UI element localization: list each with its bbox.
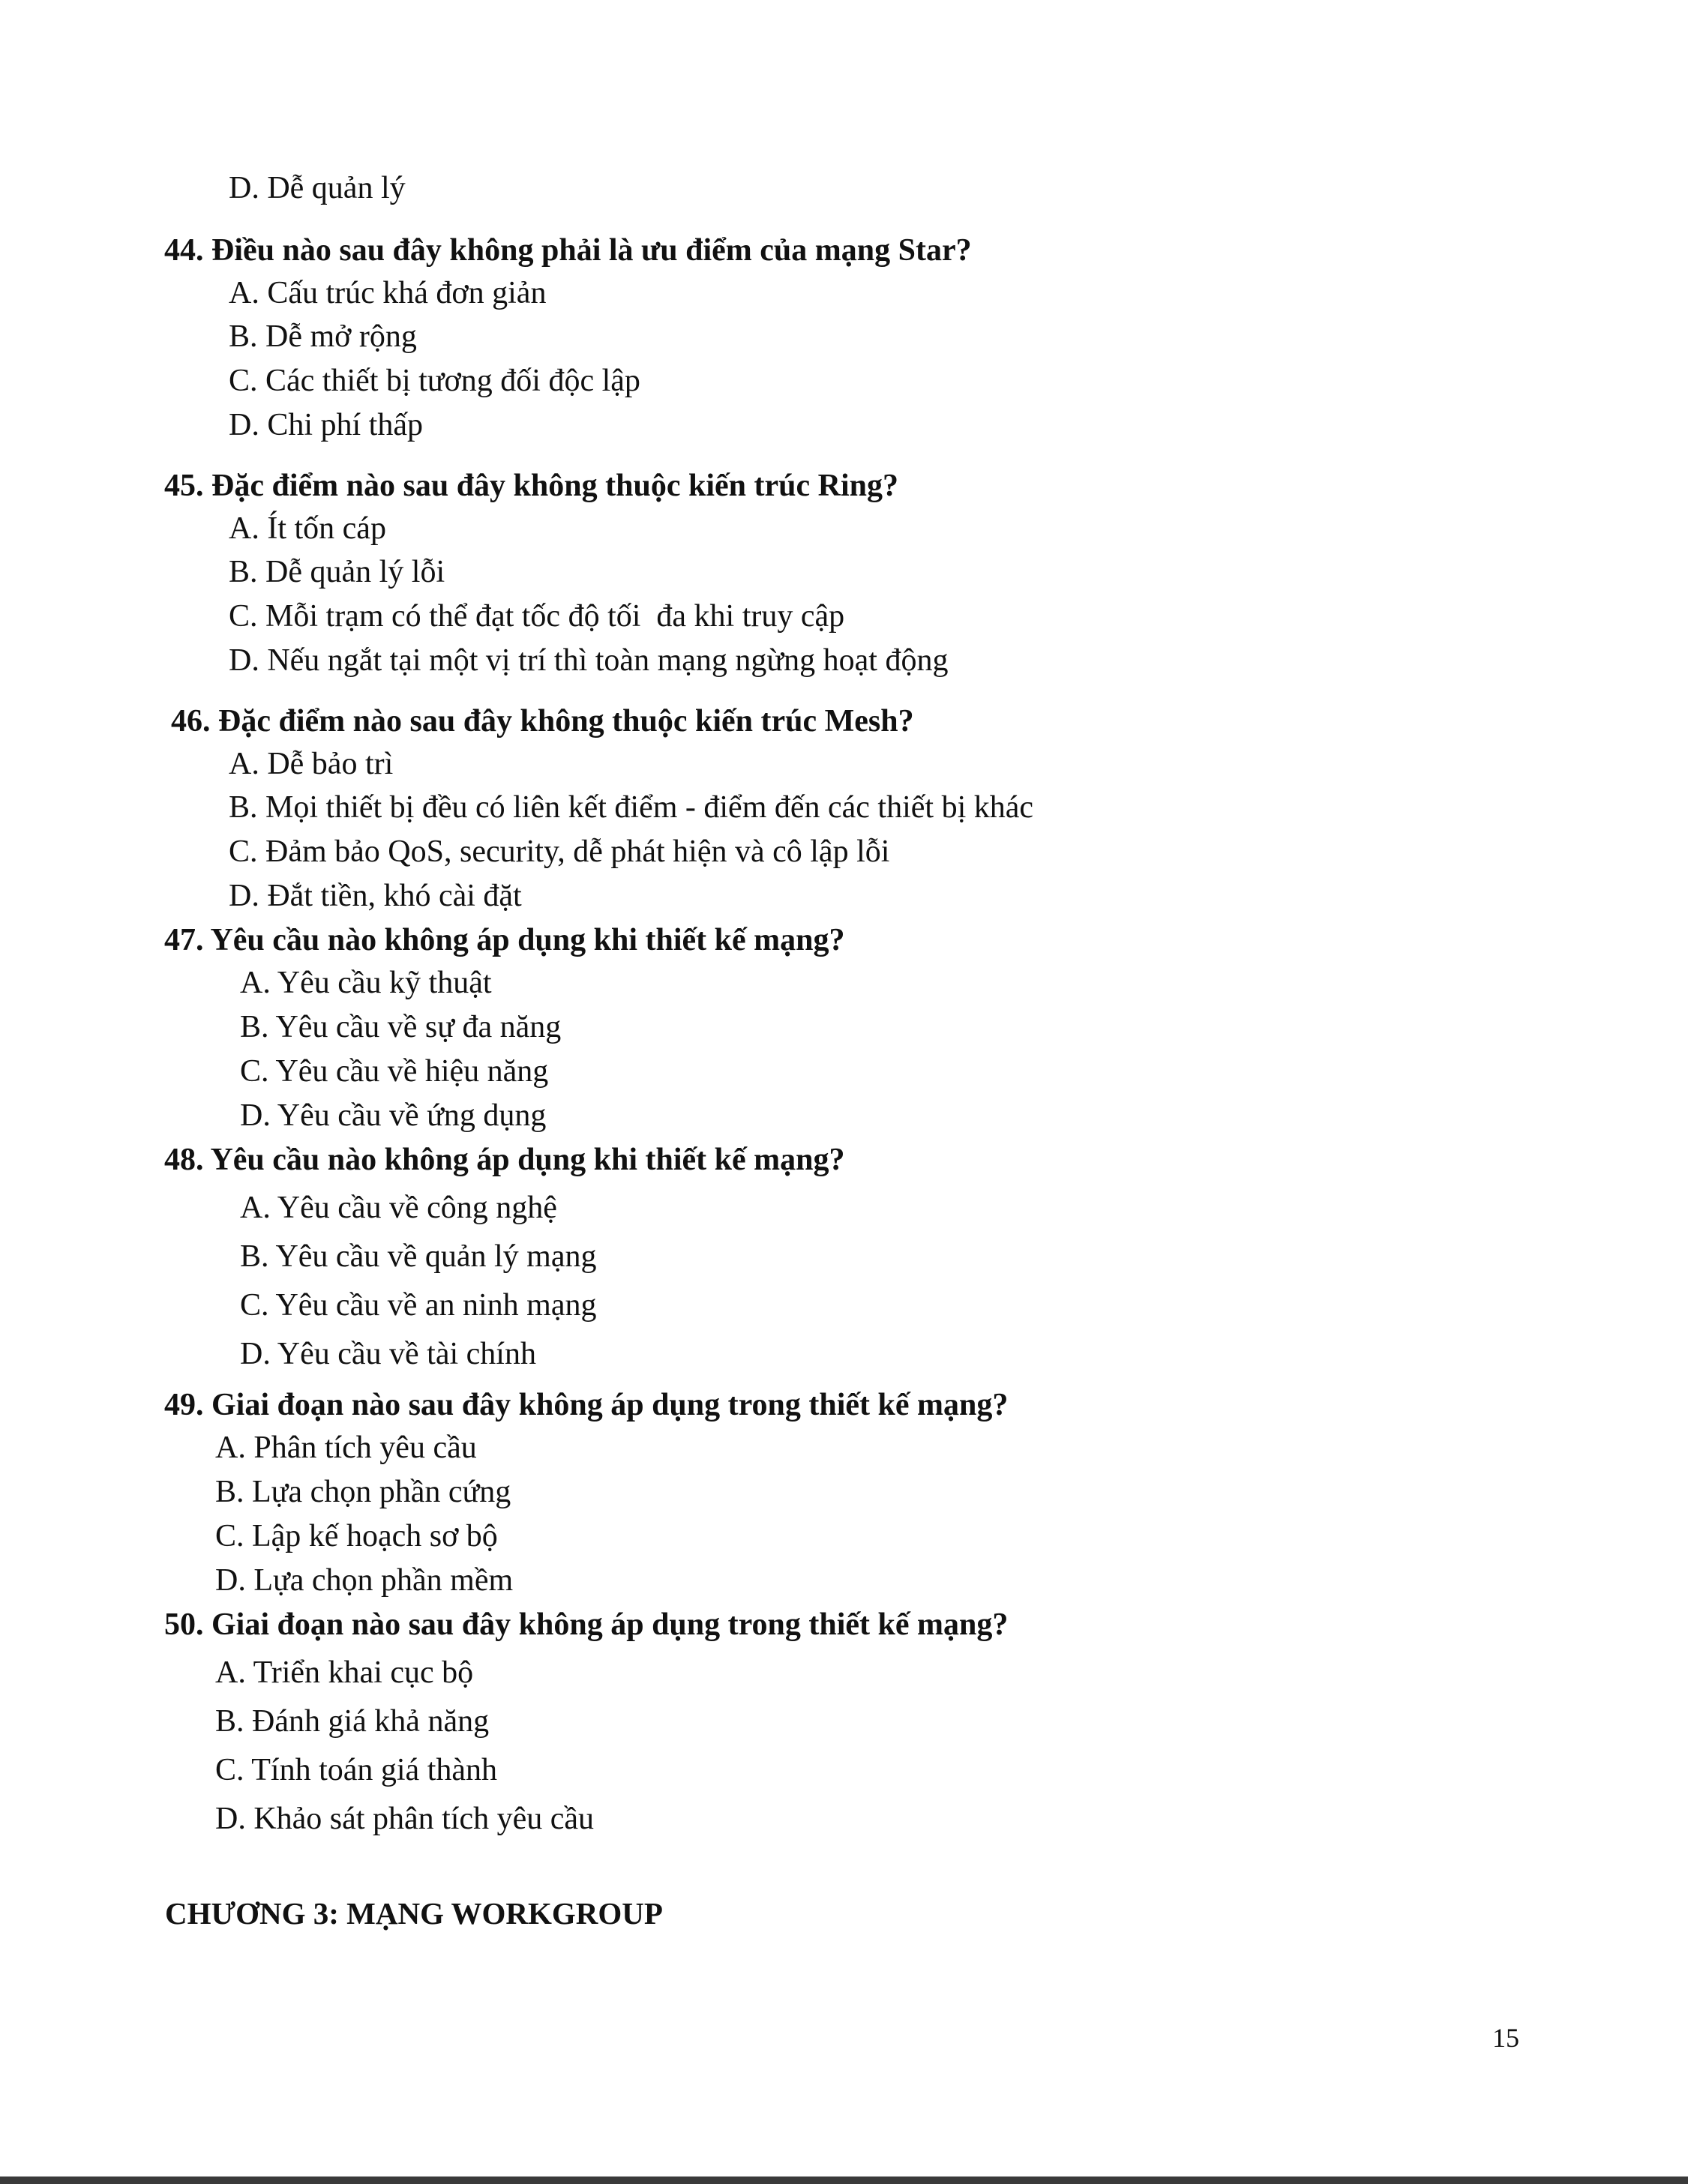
- question-46-title: 46. Đặc điểm nào sau đây không thuộc kiến trúc Mesh?: [171, 704, 914, 738]
- option-47-c: C. Yêu cầu về hiệu năng: [240, 1054, 549, 1089]
- chapter-heading: CHƯƠNG 3: MẠNG WORKGROUP: [165, 1896, 663, 1931]
- option-50-b: B. Đánh giá khả năng: [215, 1704, 490, 1739]
- option-50-c: C. Tính toán giá thành: [215, 1753, 498, 1787]
- option-46-b: B. Mọi thiết bị đều có liên kết điểm - điểm đến các thiết bị khác: [229, 790, 1034, 825]
- question-47-title: 47. Yêu cầu nào không áp dụng khi thiết kế mạng?: [164, 923, 845, 957]
- option-46-a: A. Dễ bảo trì: [229, 747, 394, 781]
- question-50-title: 50. Giai đoạn nào sau đây không áp dụng trong thiết kế mạng?: [164, 1607, 1009, 1642]
- option-48-c: C. Yêu cầu về an ninh mạng: [240, 1288, 597, 1323]
- option-46-d: D. Đắt tiền, khó cài đặt: [229, 879, 522, 913]
- option-43-d: D. Dễ quản lý: [229, 171, 406, 205]
- question-44-title: 44. Điều nào sau đây không phải là ưu điểm của mạng Star?: [164, 233, 972, 268]
- option-49-d: D. Lựa chọn phần mềm: [215, 1563, 514, 1598]
- option-48-b: B. Yêu cầu về quản lý mạng: [240, 1239, 597, 1274]
- option-47-d: D. Yêu cầu về ứng dụng: [240, 1098, 547, 1133]
- option-48-a: A. Yêu cầu về công nghệ: [240, 1191, 557, 1225]
- page-number: 15: [1492, 2023, 1519, 2053]
- option-45-b: B. Dễ quản lý lỗi: [229, 555, 445, 589]
- option-45-d: D. Nếu ngắt tại một vị trí thì toàn mạng ngừng hoạt động: [229, 643, 949, 678]
- option-47-a: A. Yêu cầu kỹ thuật: [240, 966, 492, 1000]
- option-44-c: C. Các thiết bị tương đối độc lập: [229, 364, 640, 398]
- option-48-d: D. Yêu cầu về tài chính: [240, 1337, 536, 1371]
- option-50-a: A. Triển khai cục bộ: [215, 1655, 474, 1690]
- option-50-d: D. Khảo sát phân tích yêu cầu: [215, 1802, 595, 1836]
- option-44-a: A. Cấu trúc khá đơn giản: [229, 276, 547, 310]
- option-45-a: A. Ít tốn cáp: [229, 511, 386, 546]
- option-45-c: C. Mỗi trạm có thể đạt tốc độ tối đa khi truy cập: [229, 599, 845, 634]
- option-47-b: B. Yêu cầu về sự đa năng: [240, 1010, 562, 1044]
- option-46-c: C. Đảm bảo QoS, security, dễ phát hiện và cô lập lỗi: [229, 834, 890, 869]
- page-bottom-edge: [0, 2177, 1688, 2184]
- option-49-a: A. Phân tích yêu cầu: [215, 1431, 477, 1465]
- option-44-b: B. Dễ mở rộng: [229, 319, 417, 354]
- option-49-c: C. Lập kế hoạch sơ bộ: [215, 1519, 498, 1553]
- question-45-title: 45. Đặc điểm nào sau đây không thuộc kiến trúc Ring?: [164, 469, 898, 503]
- question-49-title: 49. Giai đoạn nào sau đây không áp dụng trong thiết kế mạng?: [164, 1388, 1009, 1422]
- option-44-d: D. Chi phí thấp: [229, 408, 423, 442]
- option-49-b: B. Lựa chọn phần cứng: [215, 1475, 511, 1509]
- question-48-title: 48. Yêu cầu nào không áp dụng khi thiết kế mạng?: [164, 1143, 845, 1177]
